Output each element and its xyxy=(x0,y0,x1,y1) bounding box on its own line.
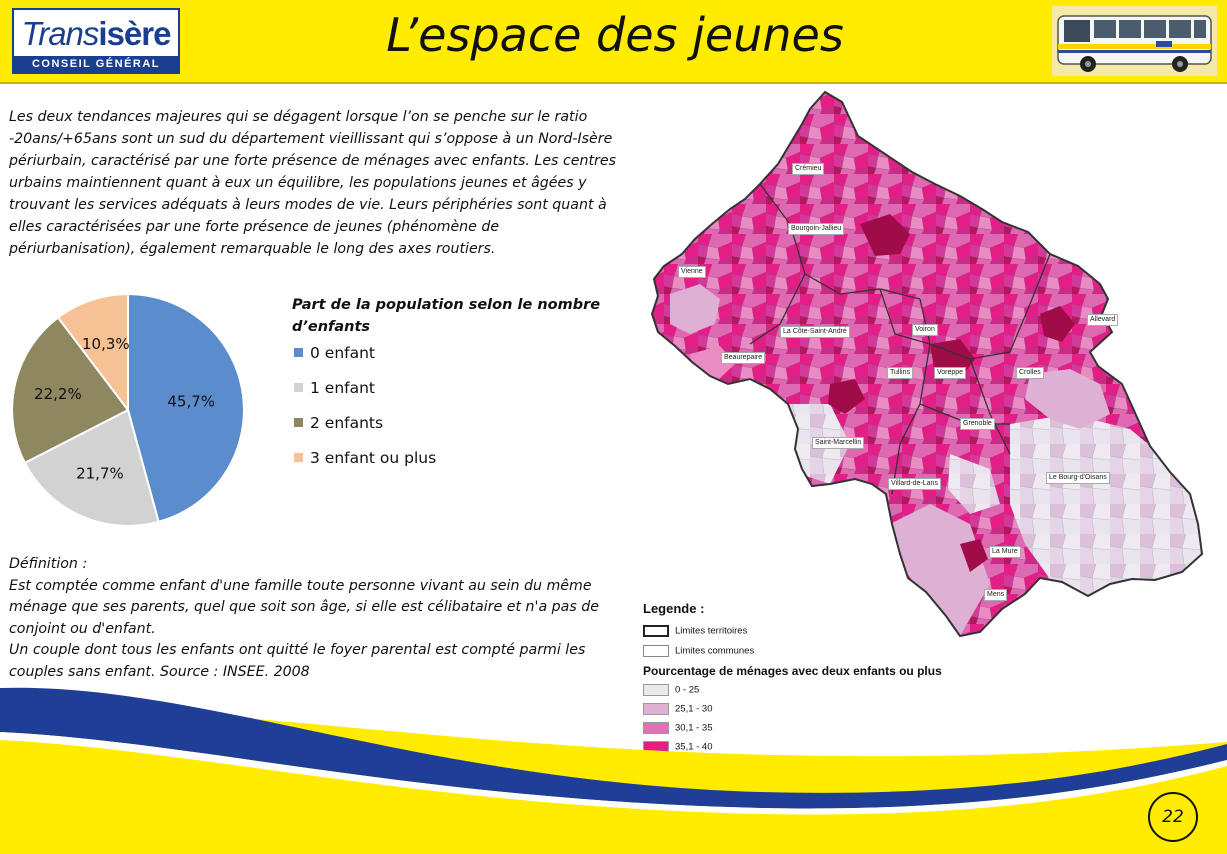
logo-text-trans: Trans xyxy=(21,15,99,52)
legend-item-0 xyxy=(294,344,375,362)
map-legend-title: Legende : xyxy=(643,601,705,616)
legend-item-3 xyxy=(294,449,436,467)
legend-swatch-0 xyxy=(294,348,303,357)
pie-label-3: 10,3% xyxy=(82,335,130,354)
bus-image xyxy=(1052,6,1217,76)
map-label-la-cote-saint-andre: La Côte-Saint-André xyxy=(780,326,850,338)
map-label-mens: Mens xyxy=(984,589,1007,601)
legend-label-3: 3 enfant ou plus xyxy=(310,449,437,467)
intro-paragraph: Les deux tendances majeures qui se dégagent lorsque l’on se penche sur le ratio -20ans/+65ans sont un sud du département vieillissant qui s’oppose à un Nord-Isère périurbain, caractérisé par une forte présence de ménages avec enfants. Les centres urbains maintiennent quant à eux un équilibre, les populations jeunes et âgées y trouvant les services adéquats à leurs modes de vie. Leurs périphéries sont quant à elles caractérisées par une forte présence de jeunes (phénomène de périurbanisation), également remarquable le long des axes routiers. xyxy=(9,109,616,257)
transisere-logo xyxy=(12,8,180,74)
definition-block xyxy=(9,554,619,683)
map-label-saint-marcellin: Saint-Marcellin xyxy=(812,437,864,449)
definition-text-1: Est comptée comme enfant d'une famille toute personne vivant au sein du même ménage que ses parents, quel que soit son âge, si elle est célibataire et n'a pas de conjoint ou d'enfant. xyxy=(9,577,599,637)
map-label-tullins: Tullins xyxy=(887,367,913,379)
legend-item-1 xyxy=(294,379,375,397)
decorative-waves xyxy=(0,672,1227,854)
legend-item-2 xyxy=(294,414,383,432)
map-label-voiron: Voiron xyxy=(912,324,938,336)
legend-class-label-1: 25,1 - 30 xyxy=(675,703,713,715)
map-label-bourgoin-jallieu: Bourgoin-Jallieu xyxy=(788,223,844,235)
map-label-allevard: Allevard xyxy=(1087,314,1118,326)
map-label-la-mure: La Mure xyxy=(989,546,1021,558)
legend-swatch-2 xyxy=(294,418,303,427)
legend-line-territoires xyxy=(643,625,747,637)
header-bar xyxy=(0,0,1227,84)
logo-subtitle: CONSEIL GÉNÉRAL xyxy=(14,56,178,72)
legend-label-2: 2 enfants xyxy=(310,414,384,432)
legend-line-label-0: Limites territoires xyxy=(675,625,748,637)
pie-label-0: 45,7% xyxy=(167,392,216,411)
legend-swatch-1 xyxy=(294,383,303,392)
map-label-crolles: Crolles xyxy=(1016,367,1044,379)
legend-label-0: 0 enfant xyxy=(310,344,376,362)
pie-chart xyxy=(8,290,248,530)
page-number: 22 xyxy=(1148,792,1198,842)
map-label-le-bourg-d-oisans: Le Bourg-d'Oisans xyxy=(1046,472,1110,484)
legend-line-label-1: Limites communes xyxy=(675,645,755,657)
chart-title: Part de la population selon le nombre d’enfants xyxy=(292,297,601,335)
map-legend-heading: Pourcentage de ménages avec deux enfants ou plus xyxy=(643,664,942,678)
map-label-cremieu: Crémieu xyxy=(792,163,824,175)
isere-choropleth-map xyxy=(630,84,1227,644)
page-title: L’espace des jeunes xyxy=(386,8,844,62)
map-label-grenoble: Grenoble xyxy=(960,418,995,430)
pie-label-1: 21,7% xyxy=(76,464,124,483)
legend-label-1: 1 enfant xyxy=(310,379,376,397)
legend-class-label-2: 30,1 - 35 xyxy=(675,722,713,734)
legend-class-label-3: 35,1 - 40 xyxy=(675,741,713,753)
map-label-villard-de-lans: Villard-de-Lans xyxy=(888,478,941,490)
definition-text-2: Un couple dont tous les enfants ont quitté le foyer parental est compté parmi les couples sans enfant. Source : INSEE. 2008 xyxy=(9,642,586,680)
legend-swatch-3 xyxy=(294,453,303,462)
map-label-vienne: Vienne xyxy=(678,266,706,278)
pie-label-2: 22,2% xyxy=(34,384,82,403)
legend-class-label-0: 0 - 25 xyxy=(675,684,700,696)
legend-line-communes xyxy=(643,645,754,657)
map-label-voreppe: Voreppe xyxy=(934,367,966,379)
logo-text-isere: isère xyxy=(98,15,171,52)
map-label-beaurepaire: Beaurepaire xyxy=(721,352,765,364)
definition-heading: Définition : xyxy=(9,556,88,572)
